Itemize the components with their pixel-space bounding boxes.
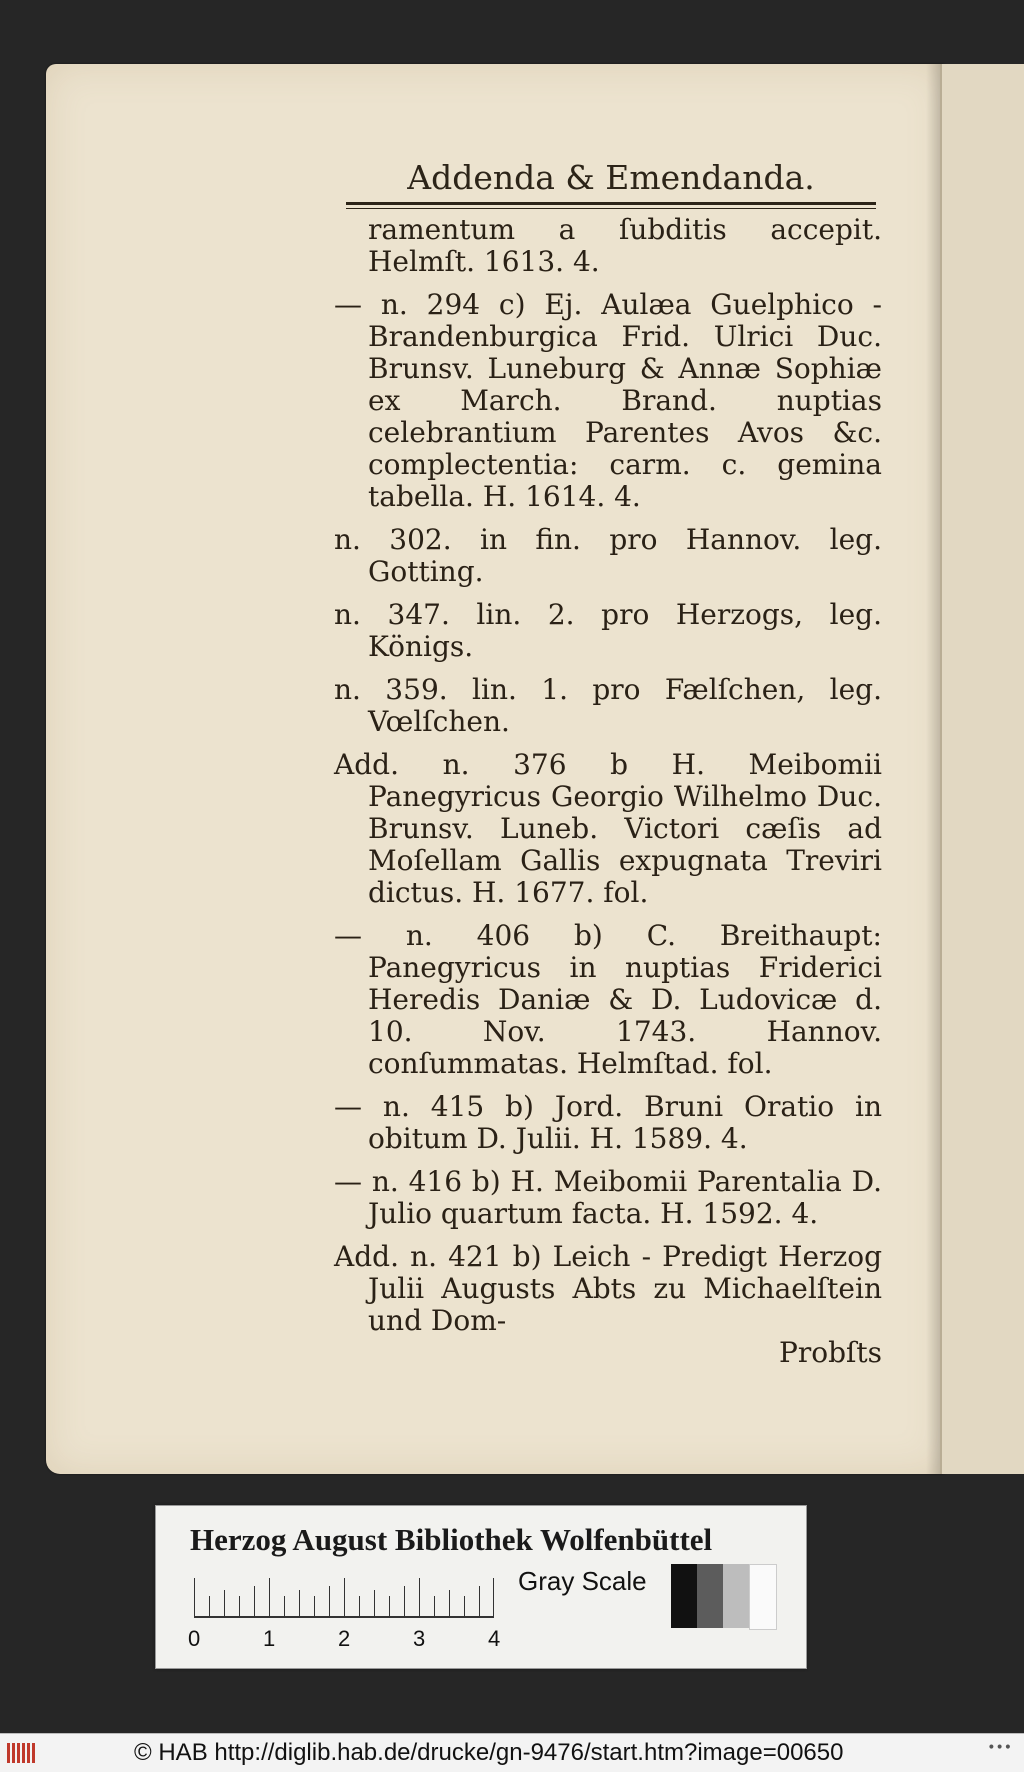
ruler-tick xyxy=(239,1596,240,1616)
ruler-tick xyxy=(359,1596,360,1616)
catchword: Probſts xyxy=(779,1336,882,1369)
page-header: Addenda & Emendanda. xyxy=(407,158,815,197)
ruler-tick xyxy=(419,1578,420,1616)
measurement-ruler xyxy=(194,1578,494,1618)
viewer-footer xyxy=(0,1733,1024,1772)
gray-swatch-dark xyxy=(697,1564,723,1628)
text-entry: Add. n. 376 b H. Meibomii Panegyricus Georgio Wilhelmo Duc. Brunsv. Luneb. Victori cæſis ad Moſellam Gallis expugnata Treviri dictus. H. 1677. fol. xyxy=(334,748,882,909)
ruler-tick xyxy=(344,1578,345,1616)
ruler-tick xyxy=(374,1590,375,1616)
gray-scale-label: Gray Scale xyxy=(518,1566,647,1596)
text-entry: n. 347. lin. 2. pro Herzogs, leg. Königs. xyxy=(334,598,882,663)
text-entry: n. 302. in fin. pro Hannov. leg. Gotting. xyxy=(334,523,882,588)
ruler-tick xyxy=(479,1586,480,1616)
text-entry: Add. n. 421 b) Leich - Predigt Herzog Julii Augusts Abts zu Michaelſtein und Dom- xyxy=(334,1240,882,1337)
text-entry: — n. 294 c) Ej. Aulæa Guelphico - Brandenburgica Frid. Ulrici Duc. Brunsv. Luneburg & Annæ Sophiæ ex March. Brand. nuptias celebrantium Parentes Avos &c. complectentia: carm. c. gemina tabella. H. 1614. 4. xyxy=(334,288,882,513)
footer-url[interactable]: © HAB http://diglib.hab.de/drucke/gn-9476/start.htm?image=00650 xyxy=(134,1739,844,1766)
library-name: Herzog August Bibliothek Wolfenbüttel xyxy=(190,1522,713,1557)
ruler-number: 4 xyxy=(488,1626,501,1651)
ruler-number: 1 xyxy=(263,1626,276,1651)
gray-swatch-white xyxy=(749,1564,777,1630)
ruler-tick xyxy=(434,1596,435,1616)
ruler-number: 0 xyxy=(188,1626,201,1651)
library-scale-card xyxy=(155,1505,807,1669)
text-entry: — n. 416 b) H. Meibomii Parentalia D. Julio quartum facta. H. 1592. 4. xyxy=(334,1165,882,1230)
ruler-tick xyxy=(404,1586,405,1616)
ruler-tick xyxy=(389,1596,390,1616)
gray-swatch-black xyxy=(671,1564,697,1628)
ruler-tick xyxy=(493,1578,494,1616)
ruler-tick xyxy=(224,1590,225,1616)
adjacent-page-edge xyxy=(940,64,1024,1474)
text-entry: n. 359. lin. 1. pro Fælſchen, leg. Vœlſchen. xyxy=(334,673,882,738)
text-entry: ramentum a ſubditis accepit. Helmſt. 1613. 4. xyxy=(368,213,882,278)
ruler-tick xyxy=(314,1596,315,1616)
ruler-tick xyxy=(284,1596,285,1616)
header-rule xyxy=(346,202,876,205)
ruler-tick xyxy=(254,1586,255,1616)
more-icon[interactable]: ••• xyxy=(987,1740,1012,1756)
header-rule-thin xyxy=(346,208,876,209)
ruler-number: 2 xyxy=(338,1626,351,1651)
ruler-tick xyxy=(194,1578,195,1616)
ruler-number: 3 xyxy=(413,1626,426,1651)
ruler-tick xyxy=(449,1590,450,1616)
ruler-tick xyxy=(209,1596,210,1616)
page-text xyxy=(334,214,882,1369)
gray-swatch-light xyxy=(723,1564,749,1628)
text-entry: — n. 415 b) Jord. Bruni Oratio in obitum D. Julii. H. 1589. 4. xyxy=(334,1090,882,1155)
ruler-tick xyxy=(269,1578,270,1616)
ruler-tick xyxy=(464,1596,465,1616)
text-entry: — n. 406 b) C. Breithaupt: Panegyricus in nuptias Friderici Heredis Daniæ & D. Ludovicæ d. 10. Nov. 1743. Hannov. conſummatas. Helmſtad. fol. xyxy=(334,919,882,1080)
ruler-tick xyxy=(299,1590,300,1616)
hab-logo-icon xyxy=(6,1740,46,1766)
ruler-tick xyxy=(329,1586,330,1616)
